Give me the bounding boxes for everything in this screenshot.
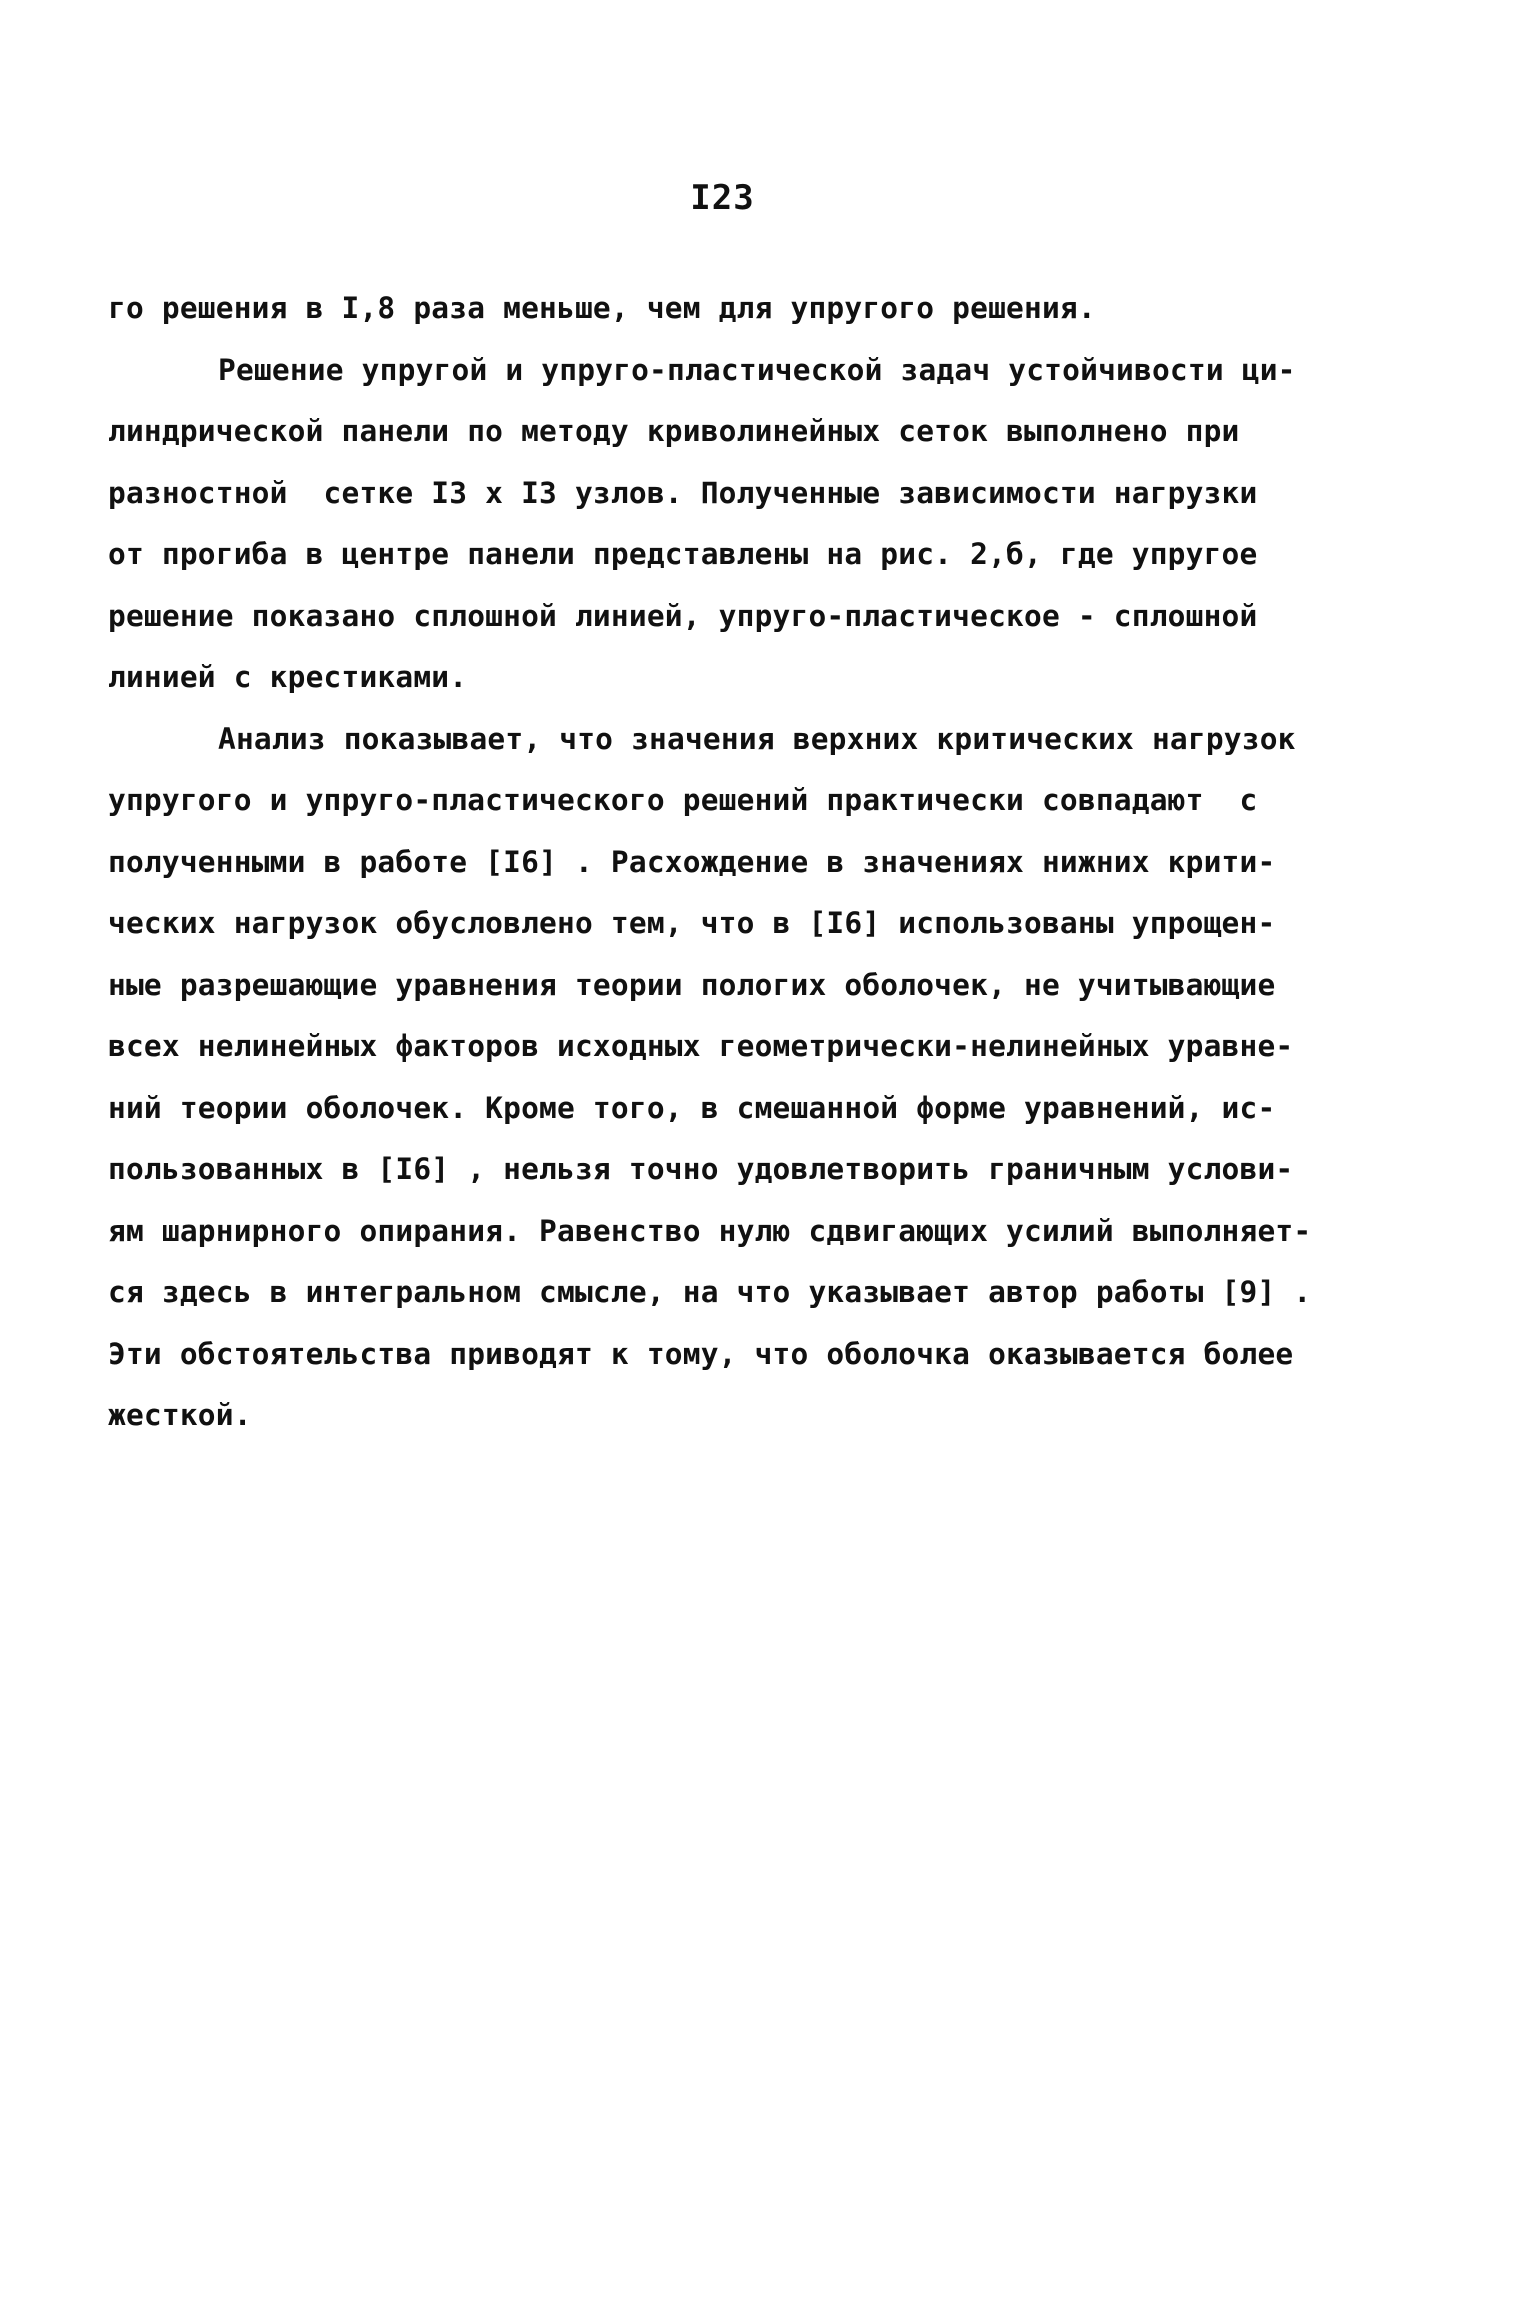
text-line: линией с крестиками. — [108, 660, 468, 694]
page-number: I23 — [690, 178, 755, 218]
text-line: Анализ показывает, что значения верхних критических нагрузок — [218, 721, 1296, 756]
text-line: ные разрешающие уравнения теории пологих оболочек, не учитывающие — [108, 967, 1276, 1002]
text-line: упругого и упруго-пластического решений практически совпадают с — [108, 783, 1258, 817]
text-line: всех нелинейных факторов исходных геометрически-нелинейных уравне- — [108, 1029, 1294, 1063]
text-line: жесткой. — [108, 1398, 252, 1432]
text-line: решение показано сплошной линией, упруго-пластическое - сплошной — [108, 598, 1258, 633]
text-line: Эти обстоятельства приводят к тому, что оболочка оказывается более — [108, 1336, 1294, 1371]
text-line: линдрической панели по методу криволинейных сеток выполнено при — [108, 414, 1240, 448]
text-line: полученными в работе [I6] . Расхождение в значениях нижних крити- — [108, 844, 1276, 879]
text-line: пользованных в [I6] , нельзя точно удовлетворить граничным услови- — [108, 1152, 1294, 1186]
text-line: ям шарнирного опирания. Равенство нулю сдвигающих усилий выполняет- — [108, 1213, 1312, 1248]
text-line: Решение упругой и упруго-пластической задач устойчивости ци- — [218, 352, 1296, 387]
text-line: ся здесь в интегральном смысле, на что указывает автор работы [9] . — [108, 1275, 1312, 1309]
text-line: от прогиба в центре панели представлены на рис. 2,б, где упругое — [108, 537, 1258, 571]
body-text — [108, 278, 1408, 1447]
text-line: разностной сетке I3 x I3 узлов. Полученные зависимости нагрузки — [108, 475, 1258, 510]
text-line: го решения в I,8 раза меньше, чем для упругого решения. — [108, 291, 1096, 325]
text-line: ческих нагрузок обусловлено тем, что в [I6] использованы упрощен- — [108, 906, 1276, 940]
text-line: ний теории оболочек. Кроме того, в смешанной форме уравнений, ис- — [108, 1090, 1276, 1125]
